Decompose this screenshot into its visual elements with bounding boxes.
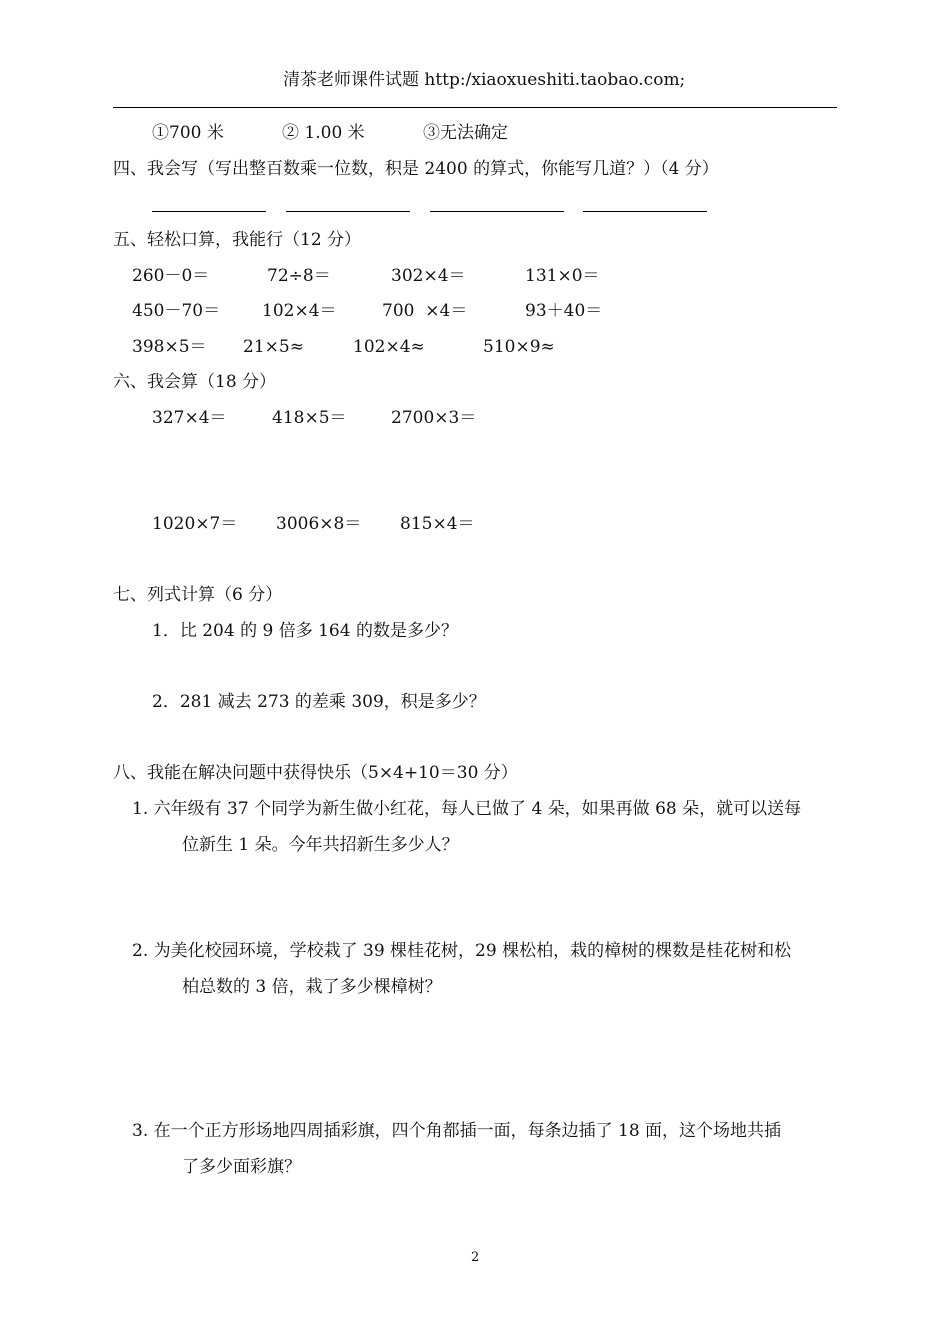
problem-8-2-line1: 2. 为美化校园环境，学校栽了 39 棵桂花树，29 棵松柏，栽的樟树的棵数是桂花树和松 (132, 941, 792, 961)
calc-item: 1020×7＝ (152, 514, 238, 534)
calc-item: 815×4＝ (400, 514, 475, 534)
answer-blank-2[interactable] (286, 211, 410, 212)
answer-blank-4[interactable] (583, 211, 707, 212)
answer-blank-1[interactable] (152, 211, 266, 212)
header-rule (113, 107, 837, 108)
problem-8-3-line1: 3. 在一个正方形场地四周插彩旗，四个角都插一面，每条边插了 18 面，这个场地共插 (132, 1121, 782, 1141)
mental-calc-item: 102×4＝ (262, 301, 337, 321)
mental-calc-item: 102×4≈ (353, 337, 425, 357)
answer-blank-3[interactable] (430, 211, 564, 212)
mental-calc-item: 260－0＝ (132, 266, 210, 286)
section-8-title: 八、我能在解决问题中获得快乐（5×4+10＝30 分） (113, 763, 518, 783)
mental-calc-item: 510×9≈ (483, 337, 555, 357)
calc-item: 2700×3＝ (391, 408, 477, 428)
section-5-title: 五、轻松口算，我能行（12 分） (113, 230, 362, 250)
calc-item: 327×4＝ (152, 408, 227, 428)
problem-8-1-line2: 位新生 1 朵。今年共招新生多少人？ (182, 835, 459, 855)
page-header: 清茶老师课件试题 http:/xiaoxueshiti.taobao.com; (283, 70, 686, 90)
mental-calc-item: 700 ×4＝ (382, 301, 468, 321)
mental-calc-item: 93＋40＝ (525, 301, 603, 321)
option-3: ③无法确定 (423, 123, 508, 143)
section-4-title: 四、我会写（写出整百数乘一位数，积是 2400 的算式，你能写几道？）（4 分） (113, 159, 719, 179)
section-7-title: 七、列式计算（6 分） (113, 585, 283, 605)
mental-calc-item: 21×5≈ (243, 337, 304, 357)
problem-8-3-line2: 了多少面彩旗？ (182, 1157, 301, 1177)
mental-calc-item: 398×5＝ (132, 337, 207, 357)
question-7-1: 1．比 204 的 9 倍多 164 的数是多少？ (152, 621, 458, 641)
question-7-2: 2．281 减去 273 的差乘 309，积是多少？ (152, 692, 486, 712)
calc-item: 3006×8＝ (276, 514, 362, 534)
option-1: ①700 米 (152, 123, 224, 143)
problem-8-2-line2: 柏总数的 3 倍，栽了多少棵樟树？ (182, 977, 442, 997)
calc-item: 418×5＝ (272, 408, 347, 428)
page-number: 2 (471, 1250, 480, 1265)
section-6-title: 六、我会算（18 分） (113, 372, 277, 392)
problem-8-1-line1: 1. 六年级有 37 个同学为新生做小红花，每人已做了 4 朵，如果再做 68 朵，就可以送每 (132, 799, 802, 819)
mental-calc-item: 131×0＝ (525, 266, 600, 286)
mental-calc-item: 450－70＝ (132, 301, 221, 321)
mental-calc-item: 72÷8＝ (267, 266, 331, 286)
mental-calc-item: 302×4＝ (391, 266, 466, 286)
option-2: ② 1.00 米 (282, 123, 365, 143)
